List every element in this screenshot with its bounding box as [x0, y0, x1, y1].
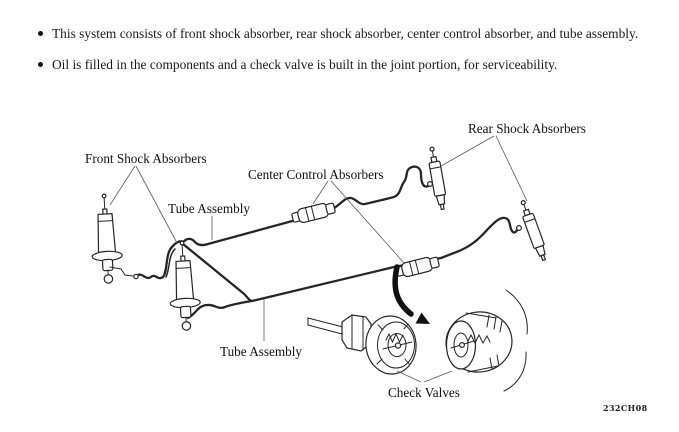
rear-shock-absorber-2 [517, 199, 549, 262]
check-valve-detail [308, 290, 527, 391]
check-valve-inlet-tube [308, 318, 343, 334]
center-control-absorber-2 [395, 255, 440, 279]
bullet-text-system: This system consists of front shock absorber, rear shock absorber, center control absorber, and tube assembly. [52, 26, 639, 41]
rear-shock-absorber-1 [426, 146, 448, 210]
figure-code: 232CH08 [603, 403, 648, 413]
tube-assembly-lines [137, 167, 521, 318]
tube-lower-run [252, 218, 519, 301]
front-shock-1-link-ball [134, 274, 138, 278]
check-valve-right [442, 308, 516, 377]
label-rear-shock-absorbers: Rear Shock Absorbers [468, 121, 586, 136]
label-front-shock-absorbers: Front Shock Absorbers [85, 151, 207, 166]
front-shock-absorber-1 [89, 193, 124, 283]
bullet-text-oil: Oil is filled in the components and a check valve is built in the joint portion, for serviceability. [52, 57, 558, 72]
center-control-absorber-1 [291, 201, 336, 225]
label-tube-assembly-upper: Tube Assembly [168, 201, 250, 216]
label-center-control-absorbers: Center Control Absorbers [248, 167, 384, 182]
label-check-valves: Check Valves [388, 385, 460, 400]
mating-arc-top [506, 290, 527, 334]
tube-fitting-rear2 [517, 226, 522, 231]
mating-arc-bottom [504, 352, 526, 391]
check-valve-left [363, 314, 419, 377]
label-tube-assembly-lower: Tube Assembly [220, 344, 302, 359]
tube-fitting-rear1 [428, 182, 433, 187]
